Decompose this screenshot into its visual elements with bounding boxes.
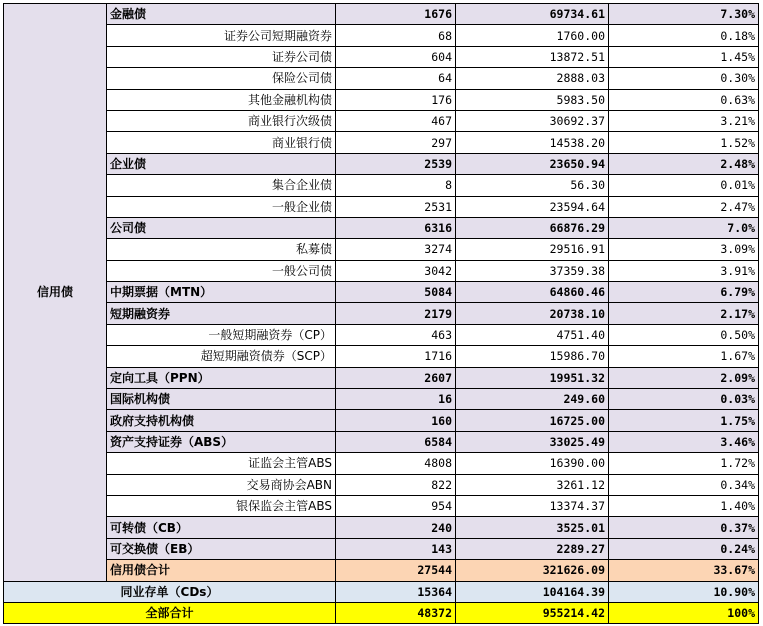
row-label: 一般短期融资券（CP） [107, 324, 336, 345]
row-percent: 0.03% [609, 389, 759, 410]
row-percent: 1.72% [609, 453, 759, 474]
row-amount: 30692.37 [456, 110, 609, 131]
row-count: 2539 [336, 153, 456, 174]
row-count: 2179 [336, 303, 456, 324]
row-amount: 3261.12 [456, 474, 609, 495]
row-amount: 13374.37 [456, 495, 609, 516]
category-cell: 信用债 [4, 4, 107, 582]
row-label: 一般企业债 [107, 196, 336, 217]
row-label: 交易商协会ABN [107, 474, 336, 495]
row-amount: 66876.29 [456, 217, 609, 238]
table-row [4, 410, 759, 431]
row-count: 16 [336, 389, 456, 410]
row-percent: 2.47% [609, 196, 759, 217]
row-label: 全部合计 [4, 602, 336, 623]
bond-table-body [4, 4, 759, 624]
row-label: 同业存单（CDs） [4, 581, 336, 602]
table-row [4, 153, 759, 174]
row-label: 证券公司债 [107, 46, 336, 67]
row-label: 信用债合计 [107, 560, 336, 581]
row-count: 160 [336, 410, 456, 431]
cds-row [4, 581, 759, 602]
row-label: 企业债 [107, 153, 336, 174]
row-percent: 6.79% [609, 282, 759, 303]
row-label: 可转债（CB） [107, 517, 336, 538]
table-row [4, 217, 759, 238]
row-count: 467 [336, 110, 456, 131]
row-label: 金融债 [107, 4, 336, 25]
row-amount: 29516.91 [456, 239, 609, 260]
table-row [4, 25, 759, 46]
row-percent: 3.09% [609, 239, 759, 260]
row-count: 822 [336, 474, 456, 495]
table-row [4, 260, 759, 281]
row-count: 297 [336, 132, 456, 153]
row-count: 1676 [336, 4, 456, 25]
row-count: 463 [336, 324, 456, 345]
row-percent: 0.37% [609, 517, 759, 538]
row-count: 176 [336, 89, 456, 110]
row-percent: 1.40% [609, 495, 759, 516]
row-amount: 37359.38 [456, 260, 609, 281]
row-count: 3274 [336, 239, 456, 260]
row-label: 国际机构债 [107, 389, 336, 410]
row-label: 短期融资券 [107, 303, 336, 324]
table-row [4, 474, 759, 495]
table-row [4, 453, 759, 474]
row-count: 3042 [336, 260, 456, 281]
row-count: 240 [336, 517, 456, 538]
row-count: 2607 [336, 367, 456, 388]
row-amount: 16390.00 [456, 453, 609, 474]
table-row [4, 239, 759, 260]
row-count: 1716 [336, 346, 456, 367]
row-percent: 0.30% [609, 68, 759, 89]
row-percent: 3.21% [609, 110, 759, 131]
table-row [4, 367, 759, 388]
row-count: 6584 [336, 431, 456, 452]
row-percent: 7.0% [609, 217, 759, 238]
row-amount: 33025.49 [456, 431, 609, 452]
row-label: 政府支持机构债 [107, 410, 336, 431]
table-row [4, 303, 759, 324]
table-row [4, 517, 759, 538]
table-row [4, 175, 759, 196]
row-count: 6316 [336, 217, 456, 238]
row-label: 公司债 [107, 217, 336, 238]
row-count: 8 [336, 175, 456, 196]
row-percent: 10.90% [609, 581, 759, 602]
row-count: 5084 [336, 282, 456, 303]
row-label: 资产支持证券（ABS） [107, 431, 336, 452]
row-label: 定向工具（PPN） [107, 367, 336, 388]
row-amount: 15986.70 [456, 346, 609, 367]
table-row [4, 4, 759, 25]
row-percent: 7.30% [609, 4, 759, 25]
row-amount: 64860.46 [456, 282, 609, 303]
row-percent: 0.18% [609, 25, 759, 46]
row-label: 超短期融资债券（SCP） [107, 346, 336, 367]
table-row [4, 46, 759, 67]
table-row [4, 346, 759, 367]
row-amount: 104164.39 [456, 581, 609, 602]
row-percent: 1.45% [609, 46, 759, 67]
grand-total-row [4, 602, 759, 623]
row-count: 143 [336, 538, 456, 559]
table-row [4, 389, 759, 410]
table-row [4, 431, 759, 452]
row-count: 15364 [336, 581, 456, 602]
row-label: 银保监会主管ABS [107, 495, 336, 516]
row-label: 中期票据（MTN） [107, 282, 336, 303]
row-amount: 2289.27 [456, 538, 609, 559]
row-percent: 0.24% [609, 538, 759, 559]
row-label: 一般公司债 [107, 260, 336, 281]
row-percent: 0.63% [609, 89, 759, 110]
row-amount: 4751.40 [456, 324, 609, 345]
row-amount: 19951.32 [456, 367, 609, 388]
row-label: 其他金融机构债 [107, 89, 336, 110]
row-label: 证券公司短期融资券 [107, 25, 336, 46]
table-row [4, 68, 759, 89]
table-row [4, 560, 759, 581]
table-row [4, 282, 759, 303]
row-percent: 0.01% [609, 175, 759, 196]
row-count: 27544 [336, 560, 456, 581]
row-count: 4808 [336, 453, 456, 474]
row-amount: 20738.10 [456, 303, 609, 324]
row-amount: 14538.20 [456, 132, 609, 153]
row-percent: 0.50% [609, 324, 759, 345]
row-label: 商业银行次级债 [107, 110, 336, 131]
row-amount: 56.30 [456, 175, 609, 196]
row-percent: 2.48% [609, 153, 759, 174]
table-row [4, 495, 759, 516]
row-amount: 1760.00 [456, 25, 609, 46]
row-amount: 321626.09 [456, 560, 609, 581]
row-label: 商业银行债 [107, 132, 336, 153]
row-percent: 0.34% [609, 474, 759, 495]
row-amount: 2888.03 [456, 68, 609, 89]
row-percent: 3.46% [609, 431, 759, 452]
row-label: 私募债 [107, 239, 336, 260]
row-amount: 16725.00 [456, 410, 609, 431]
bond-table [3, 3, 759, 624]
row-amount: 23650.94 [456, 153, 609, 174]
row-label: 可交换债（EB） [107, 538, 336, 559]
row-count: 68 [336, 25, 456, 46]
row-percent: 33.67% [609, 560, 759, 581]
row-label: 集合企业债 [107, 175, 336, 196]
row-count: 64 [336, 68, 456, 89]
row-label: 证监会主管ABS [107, 453, 336, 474]
row-label: 保险公司债 [107, 68, 336, 89]
row-amount: 13872.51 [456, 46, 609, 67]
row-percent: 100% [609, 602, 759, 623]
row-amount: 5983.50 [456, 89, 609, 110]
row-percent: 1.67% [609, 346, 759, 367]
row-percent: 1.52% [609, 132, 759, 153]
row-amount: 69734.61 [456, 4, 609, 25]
row-percent: 2.09% [609, 367, 759, 388]
table-row [4, 196, 759, 217]
table-row [4, 324, 759, 345]
row-count: 48372 [336, 602, 456, 623]
row-amount: 955214.42 [456, 602, 609, 623]
row-percent: 2.17% [609, 303, 759, 324]
row-percent: 3.91% [609, 260, 759, 281]
row-percent: 1.75% [609, 410, 759, 431]
row-count: 604 [336, 46, 456, 67]
row-count: 954 [336, 495, 456, 516]
table-row [4, 132, 759, 153]
row-count: 2531 [336, 196, 456, 217]
table-row [4, 89, 759, 110]
row-amount: 3525.01 [456, 517, 609, 538]
table-row [4, 110, 759, 131]
table-row [4, 538, 759, 559]
row-amount: 23594.64 [456, 196, 609, 217]
row-amount: 249.60 [456, 389, 609, 410]
